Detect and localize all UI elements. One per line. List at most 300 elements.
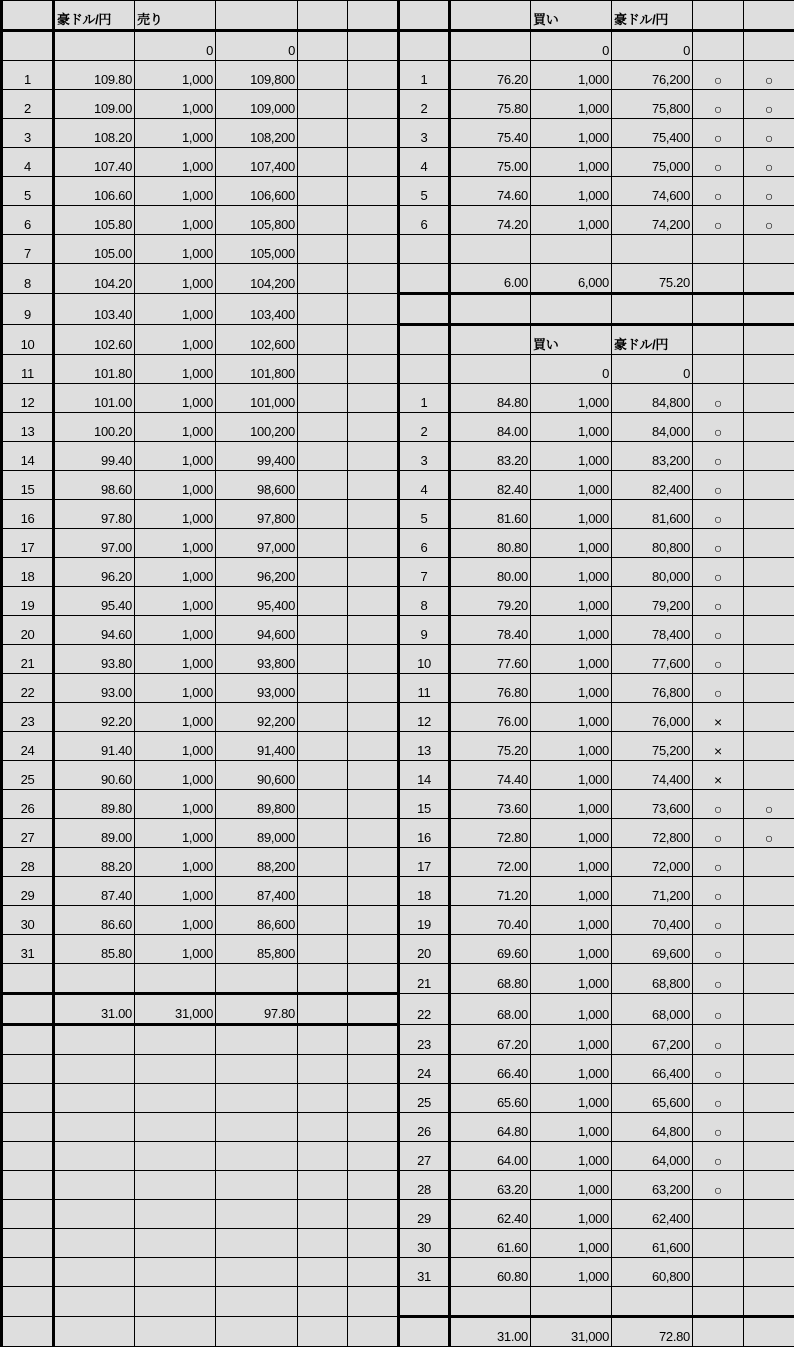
row-number[interactable]	[399, 355, 450, 384]
rate-cell[interactable]: 31.00	[54, 994, 135, 1025]
mark-cell-2[interactable]	[348, 1317, 399, 1347]
mark-cell-2[interactable]	[348, 384, 399, 413]
quantity-cell[interactable]	[135, 1025, 216, 1055]
mark-cell-2[interactable]	[744, 1, 794, 31]
mark-cell[interactable]	[298, 355, 348, 384]
rate-cell[interactable]: 68.00	[450, 994, 531, 1025]
row-number[interactable]: 2	[399, 413, 450, 442]
mark-cell[interactable]	[298, 294, 348, 325]
mark-cell-2[interactable]	[744, 1229, 794, 1258]
quantity-cell[interactable]: 1,000	[135, 848, 216, 877]
mark-cell[interactable]: ○	[693, 1142, 744, 1171]
row-number[interactable]: 16	[399, 819, 450, 848]
rate-cell[interactable]	[54, 1025, 135, 1055]
amount-cell[interactable]: 90,600	[216, 761, 298, 790]
mark-cell[interactable]	[298, 703, 348, 732]
quantity-cell[interactable]: 1,000	[531, 1258, 612, 1287]
column-header[interactable]	[450, 325, 531, 355]
rate-cell[interactable]: 76.00	[450, 703, 531, 732]
quantity-cell[interactable]: 1,000	[531, 206, 612, 235]
mark-cell-2[interactable]	[348, 877, 399, 906]
quantity-cell[interactable]: 1,000	[531, 645, 612, 674]
amount-cell[interactable]: 0	[612, 31, 693, 61]
mark-cell-2[interactable]	[744, 264, 794, 294]
mark-cell[interactable]	[298, 819, 348, 848]
amount-cell[interactable]: 109,000	[216, 90, 298, 119]
row-number[interactable]: 25	[399, 1084, 450, 1113]
amount-cell[interactable]: 64,000	[612, 1142, 693, 1171]
quantity-cell[interactable]: 1,000	[135, 819, 216, 848]
row-number[interactable]	[2, 1287, 54, 1317]
rate-cell[interactable]: 65.60	[450, 1084, 531, 1113]
quantity-cell[interactable]: 1,000	[135, 384, 216, 413]
mark-cell-2[interactable]	[744, 384, 794, 413]
quantity-cell[interactable]: 1,000	[531, 674, 612, 703]
mark-cell[interactable]	[693, 1229, 744, 1258]
row-number[interactable]: 17	[2, 529, 54, 558]
rate-cell[interactable]	[54, 1229, 135, 1258]
mark-cell[interactable]	[298, 471, 348, 500]
mark-cell[interactable]: ○	[693, 90, 744, 119]
amount-cell[interactable]	[612, 1287, 693, 1317]
quantity-cell[interactable]: 1,000	[135, 148, 216, 177]
row-number[interactable]: 10	[2, 325, 54, 355]
row-number[interactable]: 12	[2, 384, 54, 413]
row-number[interactable]: 9	[399, 616, 450, 645]
mark-cell-2[interactable]	[744, 500, 794, 529]
amount-cell[interactable]: 81,600	[612, 500, 693, 529]
mark-cell[interactable]: ○	[693, 61, 744, 90]
mark-cell-2[interactable]	[348, 1171, 399, 1200]
mark-cell-2[interactable]	[348, 994, 399, 1025]
mark-cell-2[interactable]	[348, 235, 399, 264]
mark-cell-2[interactable]	[348, 558, 399, 587]
mark-cell-2[interactable]	[348, 471, 399, 500]
mark-cell[interactable]	[298, 442, 348, 471]
amount-cell[interactable]: 97,800	[216, 500, 298, 529]
column-header[interactable]: 豪ドル/円	[612, 1, 693, 31]
row-number[interactable]: 5	[2, 177, 54, 206]
row-number[interactable]: 20	[399, 935, 450, 964]
row-number[interactable]: 13	[2, 413, 54, 442]
amount-cell[interactable]: 105,000	[216, 235, 298, 264]
rate-cell[interactable]: 108.20	[54, 119, 135, 148]
quantity-cell[interactable]: 1,000	[135, 413, 216, 442]
quantity-cell[interactable]: 0	[531, 355, 612, 384]
amount-cell[interactable]: 87,400	[216, 877, 298, 906]
amount-cell[interactable]: 92,200	[216, 703, 298, 732]
rate-cell[interactable]: 74.20	[450, 206, 531, 235]
rate-cell[interactable]: 84.00	[450, 413, 531, 442]
rate-cell[interactable]: 83.20	[450, 442, 531, 471]
mark-cell-2[interactable]	[744, 1025, 794, 1055]
mark-cell-2[interactable]	[348, 1287, 399, 1317]
quantity-cell[interactable]: 1,000	[531, 877, 612, 906]
amount-cell[interactable]	[216, 1229, 298, 1258]
mark-cell[interactable]: ○	[693, 413, 744, 442]
amount-cell[interactable]: 74,200	[612, 206, 693, 235]
rate-cell[interactable]: 84.80	[450, 384, 531, 413]
row-number[interactable]: 31	[2, 935, 54, 964]
row-number[interactable]	[399, 294, 450, 325]
row-number[interactable]: 19	[2, 587, 54, 616]
rate-cell[interactable]: 70.40	[450, 906, 531, 935]
quantity-cell[interactable]: 1,000	[531, 61, 612, 90]
amount-cell[interactable]: 101,800	[216, 355, 298, 384]
amount-cell[interactable]: 76,000	[612, 703, 693, 732]
mark-cell[interactable]: ○	[693, 935, 744, 964]
mark-cell[interactable]: ○	[693, 645, 744, 674]
row-number[interactable]	[2, 1142, 54, 1171]
quantity-cell[interactable]	[135, 1171, 216, 1200]
row-number[interactable]	[2, 1317, 54, 1347]
mark-cell-2[interactable]	[744, 1142, 794, 1171]
quantity-cell[interactable]	[135, 964, 216, 994]
row-number[interactable]: 1	[399, 384, 450, 413]
row-number[interactable]	[2, 1171, 54, 1200]
amount-cell[interactable]	[612, 235, 693, 264]
rate-cell[interactable]: 31.00	[450, 1317, 531, 1347]
mark-cell[interactable]: ○	[693, 819, 744, 848]
mark-cell[interactable]: ○	[693, 148, 744, 177]
mark-cell[interactable]	[298, 587, 348, 616]
row-number[interactable]	[2, 994, 54, 1025]
amount-cell[interactable]: 88,200	[216, 848, 298, 877]
mark-cell-2[interactable]	[348, 355, 399, 384]
rate-cell[interactable]: 101.80	[54, 355, 135, 384]
amount-cell[interactable]: 85,800	[216, 935, 298, 964]
mark-cell-2[interactable]	[348, 177, 399, 206]
row-number[interactable]: 26	[399, 1113, 450, 1142]
quantity-cell[interactable]: 1,000	[135, 558, 216, 587]
mark-cell-2[interactable]	[744, 587, 794, 616]
amount-cell[interactable]: 97,000	[216, 529, 298, 558]
rate-cell[interactable]: 71.20	[450, 877, 531, 906]
amount-cell[interactable]: 0	[216, 31, 298, 61]
mark-cell-2[interactable]	[348, 529, 399, 558]
quantity-cell[interactable]: 1,000	[135, 442, 216, 471]
rate-cell[interactable]: 75.00	[450, 148, 531, 177]
rate-cell[interactable]	[54, 1142, 135, 1171]
mark-cell-2[interactable]	[744, 848, 794, 877]
row-number[interactable]: 15	[2, 471, 54, 500]
row-number[interactable]: 22	[2, 674, 54, 703]
amount-cell[interactable]: 76,800	[612, 674, 693, 703]
mark-cell-2[interactable]	[348, 906, 399, 935]
rate-cell[interactable]	[450, 31, 531, 61]
mark-cell-2[interactable]: ○	[744, 119, 794, 148]
mark-cell[interactable]	[298, 235, 348, 264]
mark-cell-2[interactable]	[348, 206, 399, 235]
mark-cell[interactable]: ○	[693, 384, 744, 413]
mark-cell-2[interactable]	[348, 264, 399, 294]
mark-cell-2[interactable]	[348, 442, 399, 471]
quantity-cell[interactable]: 1,000	[135, 703, 216, 732]
mark-cell-2[interactable]	[744, 355, 794, 384]
quantity-cell[interactable]	[135, 1113, 216, 1142]
quantity-cell[interactable]: 1,000	[531, 761, 612, 790]
mark-cell[interactable]	[298, 31, 348, 61]
mark-cell[interactable]	[298, 964, 348, 994]
mark-cell[interactable]: ○	[693, 994, 744, 1025]
rate-cell[interactable]	[54, 31, 135, 61]
quantity-cell[interactable]: 1,000	[135, 500, 216, 529]
amount-cell[interactable]: 72.80	[612, 1317, 693, 1347]
row-number[interactable]: 30	[399, 1229, 450, 1258]
amount-cell[interactable]: 68,800	[612, 964, 693, 994]
mark-cell-2[interactable]	[744, 674, 794, 703]
quantity-cell[interactable]: 1,000	[135, 61, 216, 90]
rate-cell[interactable]: 99.40	[54, 442, 135, 471]
mark-cell[interactable]	[298, 732, 348, 761]
mark-cell[interactable]: ○	[693, 1025, 744, 1055]
column-header[interactable]: 豪ドル/円	[54, 1, 135, 31]
mark-cell-2[interactable]	[348, 935, 399, 964]
mark-cell[interactable]	[298, 384, 348, 413]
rate-cell[interactable]	[54, 964, 135, 994]
rate-cell[interactable]: 105.80	[54, 206, 135, 235]
mark-cell-2[interactable]	[348, 1113, 399, 1142]
mark-cell-2[interactable]	[744, 645, 794, 674]
mark-cell-2[interactable]	[348, 819, 399, 848]
mark-cell[interactable]	[298, 119, 348, 148]
mark-cell[interactable]	[298, 674, 348, 703]
rate-cell[interactable]	[54, 1287, 135, 1317]
amount-cell[interactable]: 102,600	[216, 325, 298, 355]
quantity-cell[interactable]: 1,000	[531, 384, 612, 413]
amount-cell[interactable]: 84,000	[612, 413, 693, 442]
mark-cell-2[interactable]: ○	[744, 819, 794, 848]
quantity-cell[interactable]: 1,000	[531, 413, 612, 442]
amount-cell[interactable]: 93,800	[216, 645, 298, 674]
amount-cell[interactable]	[216, 1171, 298, 1200]
row-number[interactable]: 28	[2, 848, 54, 877]
mark-cell-2[interactable]	[348, 294, 399, 325]
mark-cell[interactable]	[298, 148, 348, 177]
rate-cell[interactable]: 75.40	[450, 119, 531, 148]
row-number[interactable]: 11	[2, 355, 54, 384]
rate-cell[interactable]: 77.60	[450, 645, 531, 674]
mark-cell-2[interactable]	[348, 500, 399, 529]
quantity-cell[interactable]: 1,000	[531, 1055, 612, 1084]
row-number[interactable]: 14	[2, 442, 54, 471]
mark-cell[interactable]	[298, 1171, 348, 1200]
mark-cell[interactable]	[298, 61, 348, 90]
row-number[interactable]: 8	[2, 264, 54, 294]
quantity-cell[interactable]: 1,000	[531, 790, 612, 819]
quantity-cell[interactable]: 1,000	[531, 819, 612, 848]
quantity-cell[interactable]	[135, 1317, 216, 1347]
amount-cell[interactable]: 108,200	[216, 119, 298, 148]
row-number[interactable]: 3	[399, 119, 450, 148]
mark-cell-2[interactable]	[744, 1055, 794, 1084]
rate-cell[interactable]	[450, 355, 531, 384]
amount-cell[interactable]	[612, 294, 693, 325]
amount-cell[interactable]: 94,600	[216, 616, 298, 645]
mark-cell[interactable]	[693, 31, 744, 61]
rate-cell[interactable]	[54, 1113, 135, 1142]
mark-cell-2[interactable]	[348, 1084, 399, 1113]
rate-cell[interactable]: 104.20	[54, 264, 135, 294]
row-number[interactable]: 27	[2, 819, 54, 848]
quantity-cell[interactable]	[135, 1142, 216, 1171]
mark-cell[interactable]	[693, 294, 744, 325]
mark-cell[interactable]	[693, 1258, 744, 1287]
rate-cell[interactable]: 80.80	[450, 529, 531, 558]
row-number[interactable]: 22	[399, 994, 450, 1025]
rate-cell[interactable]: 63.20	[450, 1171, 531, 1200]
amount-cell[interactable]: 109,800	[216, 61, 298, 90]
mark-cell[interactable]	[298, 558, 348, 587]
row-number[interactable]	[399, 1317, 450, 1347]
mark-cell[interactable]	[298, 761, 348, 790]
quantity-cell[interactable]: 1,000	[135, 235, 216, 264]
rate-cell[interactable]: 64.80	[450, 1113, 531, 1142]
column-header[interactable]	[450, 1, 531, 31]
mark-cell[interactable]: ○	[693, 206, 744, 235]
rate-cell[interactable]	[450, 1287, 531, 1317]
row-number[interactable]: 29	[399, 1200, 450, 1229]
quantity-cell[interactable]	[135, 1084, 216, 1113]
quantity-cell[interactable]: 1,000	[135, 90, 216, 119]
row-number[interactable]: 4	[399, 471, 450, 500]
row-number[interactable]	[2, 1025, 54, 1055]
quantity-cell[interactable]: 1,000	[135, 471, 216, 500]
rate-cell[interactable]: 68.80	[450, 964, 531, 994]
amount-cell[interactable]	[216, 964, 298, 994]
rate-cell[interactable]: 92.20	[54, 703, 135, 732]
mark-cell-2[interactable]	[744, 964, 794, 994]
mark-cell-2[interactable]	[744, 1258, 794, 1287]
quantity-cell[interactable]: 1,000	[531, 616, 612, 645]
mark-cell[interactable]	[298, 616, 348, 645]
row-number[interactable]: 2	[399, 90, 450, 119]
rate-cell[interactable]: 72.80	[450, 819, 531, 848]
mark-cell[interactable]	[298, 1317, 348, 1347]
amount-cell[interactable]: 80,800	[612, 529, 693, 558]
rate-cell[interactable]: 75.80	[450, 90, 531, 119]
mark-cell[interactable]	[693, 1, 744, 31]
rate-cell[interactable]: 89.80	[54, 790, 135, 819]
mark-cell-2[interactable]	[744, 1200, 794, 1229]
mark-cell-2[interactable]	[348, 1229, 399, 1258]
rate-cell[interactable]	[450, 235, 531, 264]
amount-cell[interactable]: 82,400	[612, 471, 693, 500]
amount-cell[interactable]: 71,200	[612, 877, 693, 906]
mark-cell-2[interactable]	[744, 1084, 794, 1113]
quantity-cell[interactable]: 1,000	[135, 935, 216, 964]
mark-cell-2[interactable]	[744, 413, 794, 442]
mark-cell[interactable]: ○	[693, 1171, 744, 1200]
quantity-cell[interactable]: 1,000	[531, 732, 612, 761]
rate-cell[interactable]: 61.60	[450, 1229, 531, 1258]
mark-cell-2[interactable]	[348, 1055, 399, 1084]
quantity-cell[interactable]: 1,000	[531, 587, 612, 616]
mark-cell-2[interactable]	[744, 294, 794, 325]
rate-cell[interactable]: 88.20	[54, 848, 135, 877]
mark-cell[interactable]	[693, 1200, 744, 1229]
mark-cell[interactable]	[298, 1200, 348, 1229]
mark-cell[interactable]: ○	[693, 848, 744, 877]
amount-cell[interactable]	[216, 1084, 298, 1113]
mark-cell[interactable]	[298, 994, 348, 1025]
amount-cell[interactable]: 65,600	[612, 1084, 693, 1113]
rate-cell[interactable]: 73.60	[450, 790, 531, 819]
row-number[interactable]: 30	[2, 906, 54, 935]
mark-cell[interactable]	[298, 1258, 348, 1287]
mark-cell[interactable]: ○	[693, 906, 744, 935]
amount-cell[interactable]: 60,800	[612, 1258, 693, 1287]
column-header[interactable]: 買い	[531, 325, 612, 355]
amount-cell[interactable]: 83,200	[612, 442, 693, 471]
mark-cell-2[interactable]: ○	[744, 148, 794, 177]
amount-cell[interactable]: 89,000	[216, 819, 298, 848]
quantity-cell[interactable]	[135, 1200, 216, 1229]
mark-cell[interactable]	[298, 1113, 348, 1142]
mark-cell-2[interactable]	[348, 703, 399, 732]
quantity-cell[interactable]: 1,000	[531, 703, 612, 732]
quantity-cell[interactable]: 1,000	[531, 148, 612, 177]
rate-cell[interactable]	[54, 1055, 135, 1084]
row-number[interactable]: 6	[399, 529, 450, 558]
mark-cell[interactable]	[298, 1055, 348, 1084]
rate-cell[interactable]: 98.60	[54, 471, 135, 500]
row-number[interactable]: 18	[2, 558, 54, 587]
mark-cell-2[interactable]	[744, 732, 794, 761]
row-number[interactable]: 31	[399, 1258, 450, 1287]
quantity-cell[interactable]: 31,000	[531, 1317, 612, 1347]
row-number[interactable]: 3	[2, 119, 54, 148]
amount-cell[interactable]: 93,000	[216, 674, 298, 703]
rate-cell[interactable]: 79.20	[450, 587, 531, 616]
rate-cell[interactable]: 76.20	[450, 61, 531, 90]
rate-cell[interactable]: 74.60	[450, 177, 531, 206]
amount-cell[interactable]	[216, 1200, 298, 1229]
mark-cell-2[interactable]	[348, 587, 399, 616]
row-number[interactable]	[2, 1055, 54, 1084]
quantity-cell[interactable]: 1,000	[135, 264, 216, 294]
rate-cell[interactable]: 100.20	[54, 413, 135, 442]
amount-cell[interactable]: 75,800	[612, 90, 693, 119]
mark-cell[interactable]	[298, 1229, 348, 1258]
quantity-cell[interactable]: 1,000	[135, 906, 216, 935]
mark-cell-2[interactable]: ○	[744, 206, 794, 235]
mark-cell[interactable]	[298, 1084, 348, 1113]
quantity-cell[interactable]: 1,000	[531, 529, 612, 558]
row-number[interactable]	[2, 1, 54, 31]
mark-cell[interactable]	[298, 500, 348, 529]
mark-cell-2[interactable]	[744, 1317, 794, 1347]
amount-cell[interactable]: 86,600	[216, 906, 298, 935]
mark-cell-2[interactable]	[348, 1025, 399, 1055]
amount-cell[interactable]: 89,800	[216, 790, 298, 819]
mark-cell-2[interactable]	[348, 732, 399, 761]
mark-cell-2[interactable]	[744, 31, 794, 61]
mark-cell-2[interactable]	[744, 558, 794, 587]
amount-cell[interactable]: 63,200	[612, 1171, 693, 1200]
quantity-cell[interactable]	[135, 1287, 216, 1317]
mark-cell[interactable]	[693, 325, 744, 355]
quantity-cell[interactable]: 1,000	[531, 1025, 612, 1055]
rate-cell[interactable]: 93.00	[54, 674, 135, 703]
row-number[interactable]: 8	[399, 587, 450, 616]
amount-cell[interactable]: 66,400	[612, 1055, 693, 1084]
mark-cell-2[interactable]	[348, 61, 399, 90]
mark-cell-2[interactable]	[348, 674, 399, 703]
rate-cell[interactable]: 105.00	[54, 235, 135, 264]
row-number[interactable]: 6	[399, 206, 450, 235]
quantity-cell[interactable]: 1,000	[135, 587, 216, 616]
